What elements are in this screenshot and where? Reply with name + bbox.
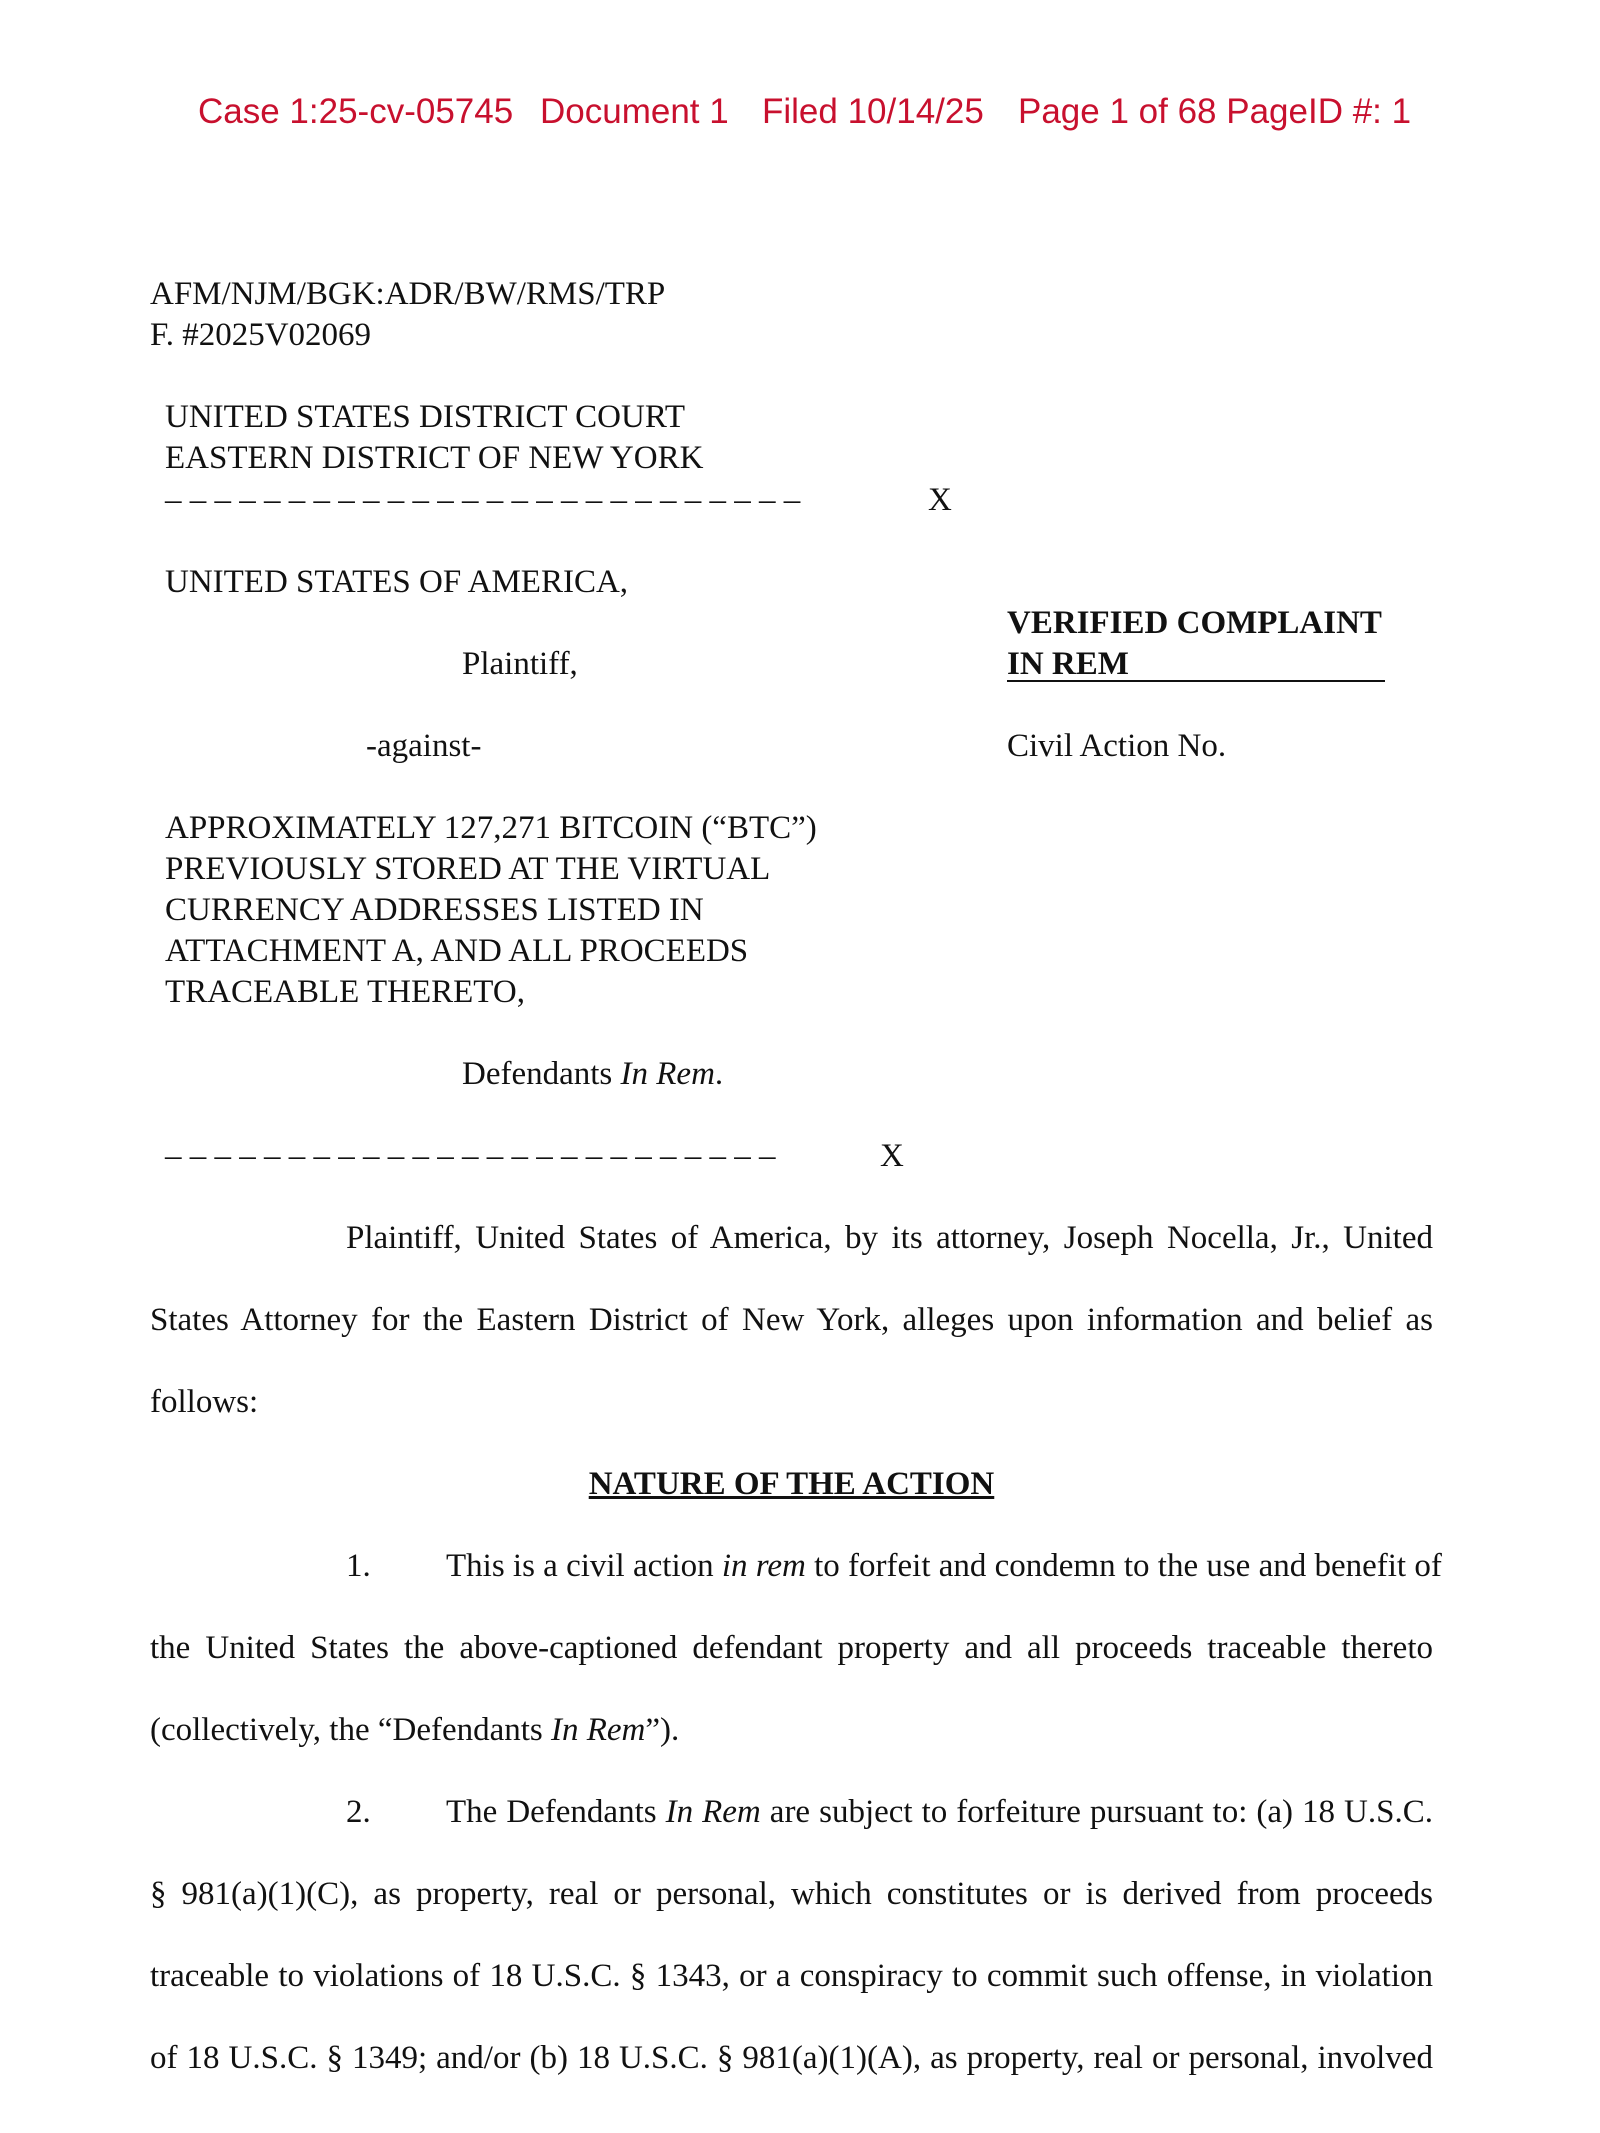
paragraph-2-line-2: § 981(a)(1)(C), as property, real or personal, which constitutes or is derived from proceeds [150,1876,1433,1912]
plaintiff-label: Plaintiff, [462,646,578,682]
paragraph-2-number: 2. [346,1794,371,1830]
header-document-number: Document 1 [540,92,729,131]
complaint-title-in-rem: IN REM [1007,646,1129,682]
caption-divider-bottom-x: X [880,1138,904,1174]
caption-divider-bottom: – – – – – – – – – – – – – – – – – – – – – – – – – [165,1138,776,1174]
header-page-info: Page 1 of 68 PageID #: 1 [1018,92,1412,131]
caption-divider-top-x: X [928,482,952,518]
title-underline [1007,680,1385,682]
defendant-line-3: CURRENCY ADDRESSES LISTED IN [165,892,704,928]
defendant-line-1: APPROXIMATELY 127,271 BITCOIN (“BTC”) [165,810,817,846]
civil-action-label: Civil Action No. [1007,728,1227,764]
intro-line-3: follows: [150,1384,259,1420]
intro-line-1: Plaintiff, United States of America, by its attorney, Joseph Nocella, Jr., United [346,1220,1433,1256]
plaintiff-name: UNITED STATES OF AMERICA, [165,564,629,600]
paragraph-1-line-2: the United States the above-captioned defendant property and all proceeds traceable thereto [150,1630,1433,1666]
paragraph-1-line-3: (collectively, the “Defendants In Rem”). [150,1712,680,1748]
section-heading: NATURE OF THE ACTION [588,1466,995,1502]
intro-line-2: States Attorney for the Eastern District of New York, alleges upon information and belief as [150,1302,1433,1338]
defendant-line-4: ATTACHMENT A, AND ALL PROCEEDS [165,933,749,969]
paragraph-2-line-1: The Defendants In Rem are subject to forfeiture pursuant to: (a) 18 U.S.C. [446,1794,1434,1830]
file-number: F. #2025V02069 [150,317,372,353]
defendant-line-5: TRACEABLE THERETO, [165,974,525,1010]
paragraph-1-line-1: This is a civil action in rem to forfeit and condemn to the use and benefit of [446,1548,1442,1584]
court-name: UNITED STATES DISTRICT COURT [165,399,686,435]
header-case-number: Case 1:25-cv-05745 [198,92,514,131]
header-filed-date: Filed 10/14/25 [762,92,984,131]
paragraph-2-line-4: of 18 U.S.C. § 1349; and/or (b) 18 U.S.C. § 981(a)(1)(A), as property, real or personal, involved [150,2040,1433,2076]
against-label: -against- [366,728,482,764]
attorney-initials: AFM/NJM/BGK:ADR/BW/RMS/TRP [150,276,666,312]
paragraph-1-number: 1. [346,1548,371,1584]
caption-divider-top: – – – – – – – – – – – – – – – – – – – – – – – – – – [165,482,801,518]
complaint-title: VERIFIED COMPLAINT [1007,605,1382,641]
paragraph-2-line-3: traceable to violations of 18 U.S.C. § 1343, or a conspiracy to commit such offense, in violation [150,1958,1433,1994]
court-district: EASTERN DISTRICT OF NEW YORK [165,440,704,476]
defendants-label: Defendants In Rem. [462,1056,724,1092]
defendant-line-2: PREVIOUSLY STORED AT THE VIRTUAL [165,851,771,887]
